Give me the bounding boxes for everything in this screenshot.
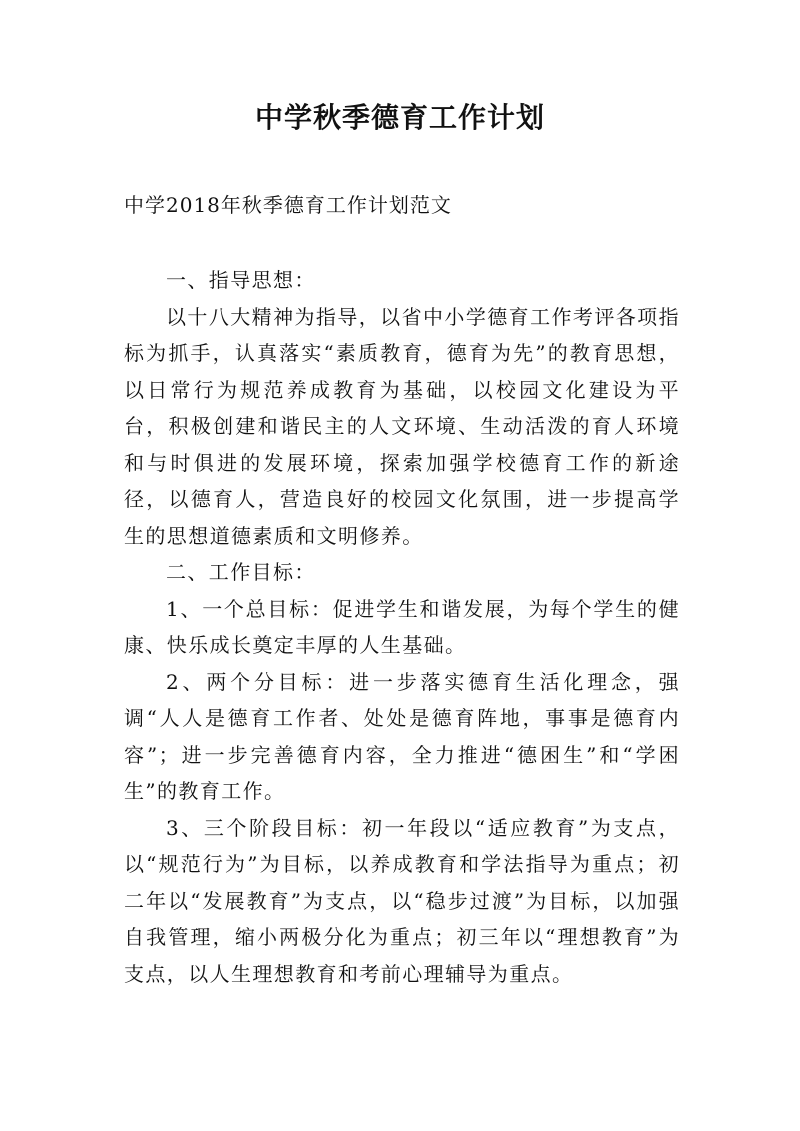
section-heading-work-goals: 二、工作目标：	[166, 560, 316, 584]
document-subtitle: 中学2018年秋季德育工作计划范文	[124, 193, 452, 217]
paragraph-guiding-ideology: 以十八大精神为指导，以省中小学德育工作考评各项指标为抓手，认真落实“素质教育，德育为先”的教育思想，以日常行为规范养成教育为基础，以校园文化建设为平台，积极创建和谐民主的人文环境、生动活泼的育人环境和与时俱进的发展环境，探索加强学校德育工作的新途径，以德育人，营造良好的校园文化氛围，进一步提高学生的思想道德素质和文明修养。	[124, 304, 680, 548]
paragraph-sub-goals: 2、两个分目标：进一步落实德育生活化理念，强调“人人是德育工作者、处处是德育阵地，事事是德育内容”；进一步完善德育内容，全力推进“德困生”和“学困生”的教育工作。	[124, 669, 680, 803]
paragraph-overall-goal: 1、一个总目标：促进学生和谐发展，为每个学生的健康、快乐成长奠定丰厚的人生基础。	[124, 596, 680, 657]
document-body	[124, 262, 680, 992]
paragraph-stage-goals: 3、三个阶段目标：初一年段以“适应教育”为支点，以“规范行为”为目标，以养成教育和学法指导为重点；初二年以“发展教育”为支点，以“稳步过渡”为目标，以加强自我管理，缩小两极分化为重点；初三年以“理想教育”为支点，以人生理想教育和考前心理辅导为重点。	[124, 815, 680, 986]
document-title: 中学秋季德育工作计划	[254, 101, 545, 134]
section-heading-guiding-ideology: 一、指导思想：	[166, 268, 316, 292]
